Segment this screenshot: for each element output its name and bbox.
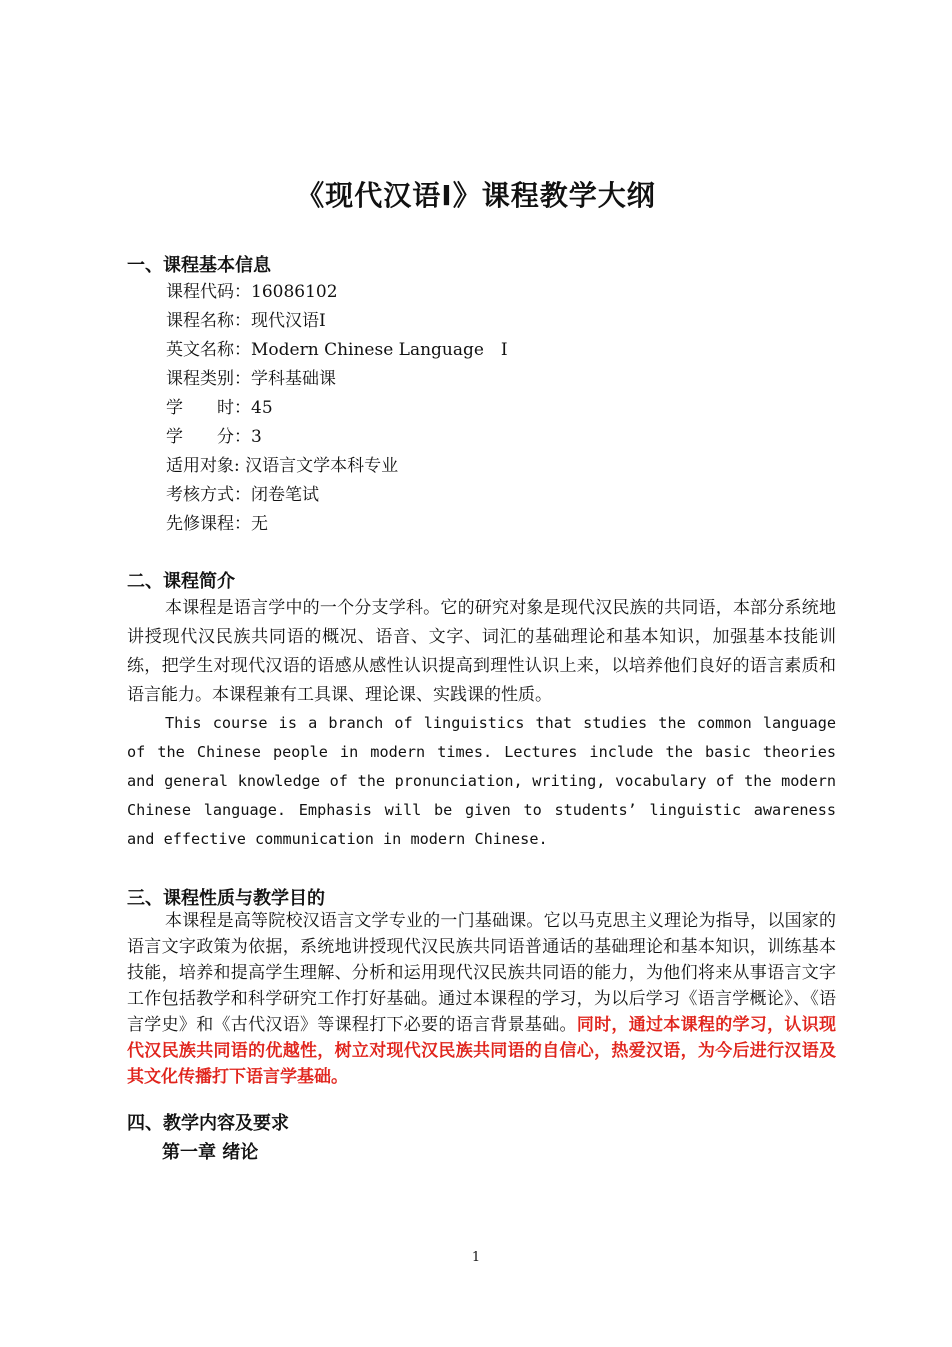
info-course-code: 课程代码：16086102 [166,282,338,302]
nature-purpose-text: 本课程是高等院校汉语言文学专业的一门基础课。它以马克思主义理论为指导，以国家的语言文字政策为依据，系统地讲授现代汉民族共同语普通话的基础理论和基本知识，训练基本技能，培养和提高学生理解、分析和运用现代汉民族共同语的能力，为他们将来从事语言文字工作包括教学和科学研究工作打好基础。通过本课程的学习，为以后学习《语言学概论》、《语言学史》和《古代汉语》等课程打下必要的语言背景基础。 [127,911,836,1035]
nature-purpose-highlight: 同时，通过本课程的学习，认识现代汉民族共同语的优越性，树立对现代汉民族共同语的自信心，热爱汉语，为今后进行汉语及其文化传播打下语言学基础。 [127,1015,837,1087]
info-prerequisite: 先修课程：无 [166,514,268,534]
info-target-audience: 适用对象: 汉语言文学本科专业 [166,456,399,476]
intro-paragraph-zh: 本课程是语言学中的一个分支学科。它的研究对象是现代汉民族的共同语，本部分系统地讲授现代汉民族共同语的概况、语音、文字、词汇的基础理论和基本知识，加强基本技能训练，把学生对现代汉语的语感从感性认识提高到理性认识上来，以培养他们良好的语言素质和语言能力。本课程兼有工具课、理论课、实践课的性质。 [127,598,836,705]
section-heading-basic-info: 一、课程基本信息 [127,255,271,276]
info-hours: 学 时：45 [166,398,273,418]
info-assessment: 考核方式：闭卷笔试 [166,485,319,505]
info-credits: 学 分：3 [166,427,262,447]
page-number: 1 [471,1250,481,1265]
course-info-list [166,278,508,539]
chapter-heading: 第一章 绪论 [162,1142,259,1163]
info-course-name: 课程名称：现代汉语Ⅰ [166,311,326,331]
section-heading-intro: 二、课程简介 [127,571,235,592]
info-course-category: 课程类别：学科基础课 [166,369,336,389]
info-english-name: 英文名称：Modern Chinese Language Ⅰ [166,340,508,360]
document-title: 《现代汉语Ⅰ》课程教学大纲 [296,179,656,212]
section-heading-nature-purpose: 三、课程性质与教学目的 [127,888,325,909]
intro-paragraph-en: This course is a branch of linguistics that studies the common language of the Chinese people in modern times. Lectures include the basic theories and general knowledge of the pronunciation, writing, vocabulary of the modern Chinese language. Emphasis will be given to students’ linguistic awareness and effective communication in modern Chinese. [127,714,836,848]
nature-purpose-paragraph [127,908,836,1090]
section-heading-content: 四、教学内容及要求 [127,1113,289,1134]
